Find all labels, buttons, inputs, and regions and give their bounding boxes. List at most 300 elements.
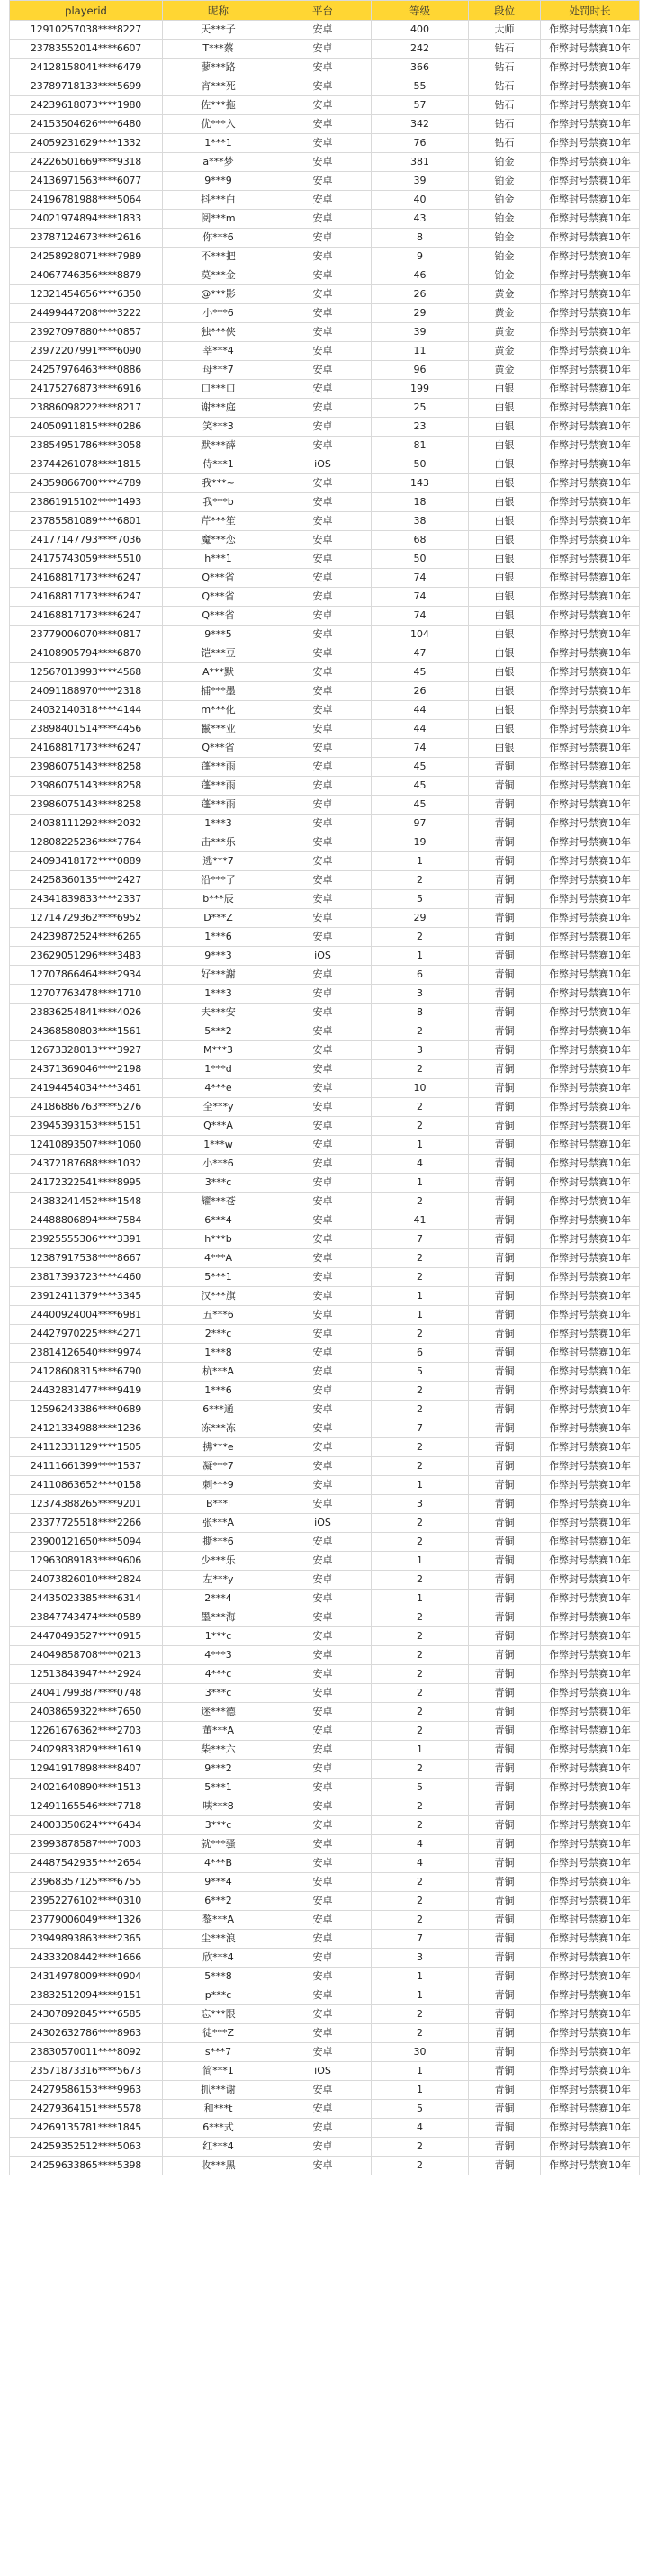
cell-nickname[interactable]: 咦***8 bbox=[163, 1797, 274, 1816]
table-row[interactable] bbox=[10, 2157, 640, 2175]
cell-nickname[interactable]: 4***e bbox=[163, 1079, 274, 1098]
cell-platform[interactable]: iOS bbox=[274, 1514, 372, 1533]
cell-nickname[interactable]: 1***6 bbox=[163, 1382, 274, 1401]
cell-platform[interactable]: 安卓 bbox=[274, 2024, 372, 2043]
cell-playerid[interactable]: 12261676362****2703 bbox=[10, 1722, 163, 1741]
table-row[interactable] bbox=[10, 1249, 640, 1268]
cell-playerid[interactable]: 23945393153****5151 bbox=[10, 1117, 163, 1136]
table-row[interactable] bbox=[10, 1779, 640, 1797]
cell-level[interactable]: 40 bbox=[372, 191, 469, 210]
cell-nickname[interactable]: 抖***白 bbox=[163, 191, 274, 210]
cell-rank[interactable]: 青铜 bbox=[469, 1571, 541, 1590]
cell-rank[interactable]: 白银 bbox=[469, 493, 541, 512]
cell-platform[interactable]: 安卓 bbox=[274, 191, 372, 210]
cell-platform[interactable]: 安卓 bbox=[274, 266, 372, 285]
cell-rank[interactable]: 青铜 bbox=[469, 2157, 541, 2175]
cell-penalty[interactable]: 作弊封号禁赛10年 bbox=[541, 833, 640, 852]
cell-penalty[interactable]: 作弊封号禁赛10年 bbox=[541, 1930, 640, 1949]
cell-playerid[interactable]: 23785581089****6801 bbox=[10, 512, 163, 531]
table-row[interactable] bbox=[10, 928, 640, 947]
cell-rank[interactable]: 白银 bbox=[469, 739, 541, 758]
cell-platform[interactable]: 安卓 bbox=[274, 909, 372, 928]
cell-level[interactable]: 1 bbox=[372, 947, 469, 966]
cell-rank[interactable]: 黄金 bbox=[469, 323, 541, 342]
cell-penalty[interactable]: 作弊封号禁赛10年 bbox=[541, 1533, 640, 1552]
cell-level[interactable]: 381 bbox=[372, 153, 469, 172]
cell-penalty[interactable]: 作弊封号禁赛10年 bbox=[541, 1117, 640, 1136]
cell-nickname[interactable]: 口***口 bbox=[163, 380, 274, 399]
cell-playerid[interactable]: 12963089183****9606 bbox=[10, 1552, 163, 1571]
table-row[interactable] bbox=[10, 2138, 640, 2157]
cell-penalty[interactable]: 作弊封号禁赛10年 bbox=[541, 947, 640, 966]
cell-rank[interactable]: 青铜 bbox=[469, 1457, 541, 1476]
cell-platform[interactable]: 安卓 bbox=[274, 437, 372, 455]
cell-rank[interactable]: 钻石 bbox=[469, 96, 541, 115]
cell-penalty[interactable]: 作弊封号禁赛10年 bbox=[541, 380, 640, 399]
table-row[interactable] bbox=[10, 1230, 640, 1249]
cell-playerid[interactable]: 24427970225****4271 bbox=[10, 1325, 163, 1344]
cell-penalty[interactable]: 作弊封号禁赛10年 bbox=[541, 1344, 640, 1363]
cell-nickname[interactable]: 铠***豆 bbox=[163, 644, 274, 663]
cell-penalty[interactable]: 作弊封号禁赛10年 bbox=[541, 739, 640, 758]
cell-penalty[interactable]: 作弊封号禁赛10年 bbox=[541, 1779, 640, 1797]
table-row[interactable] bbox=[10, 323, 640, 342]
table-row[interactable] bbox=[10, 153, 640, 172]
table-row[interactable] bbox=[10, 1438, 640, 1457]
cell-playerid[interactable]: 24279364151****5578 bbox=[10, 2100, 163, 2119]
table-row[interactable] bbox=[10, 1060, 640, 1079]
cell-penalty[interactable]: 作弊封号禁赛10年 bbox=[541, 1646, 640, 1665]
cell-playerid[interactable]: 24470493527****0915 bbox=[10, 1627, 163, 1646]
table-row[interactable] bbox=[10, 852, 640, 871]
cell-rank[interactable]: 青铜 bbox=[469, 1646, 541, 1665]
cell-penalty[interactable]: 作弊封号禁赛10年 bbox=[541, 1703, 640, 1722]
cell-platform[interactable]: 安卓 bbox=[274, 1211, 372, 1230]
table-row[interactable] bbox=[10, 474, 640, 493]
cell-penalty[interactable]: 作弊封号禁赛10年 bbox=[541, 399, 640, 418]
cell-level[interactable]: 2 bbox=[372, 1060, 469, 1079]
cell-platform[interactable]: 安卓 bbox=[274, 1098, 372, 1117]
cell-platform[interactable]: iOS bbox=[274, 947, 372, 966]
cell-level[interactable]: 76 bbox=[372, 134, 469, 153]
cell-rank[interactable]: 青铜 bbox=[469, 1344, 541, 1363]
cell-level[interactable]: 2 bbox=[372, 1665, 469, 1684]
cell-penalty[interactable]: 作弊封号禁赛10年 bbox=[541, 1722, 640, 1741]
cell-rank[interactable]: 青铜 bbox=[469, 833, 541, 852]
table-row[interactable] bbox=[10, 248, 640, 266]
cell-playerid[interactable]: 24226501669****9318 bbox=[10, 153, 163, 172]
cell-level[interactable]: 23 bbox=[372, 418, 469, 437]
table-row[interactable] bbox=[10, 607, 640, 626]
cell-penalty[interactable]: 作弊封号禁赛10年 bbox=[541, 248, 640, 266]
table-row[interactable] bbox=[10, 2062, 640, 2081]
cell-platform[interactable]: 安卓 bbox=[274, 928, 372, 947]
cell-platform[interactable]: 安卓 bbox=[274, 796, 372, 815]
cell-penalty[interactable]: 作弊封号禁赛10年 bbox=[541, 1060, 640, 1079]
cell-penalty[interactable]: 作弊封号禁赛10年 bbox=[541, 1022, 640, 1041]
cell-platform[interactable]: 安卓 bbox=[274, 1968, 372, 1986]
cell-penalty[interactable]: 作弊封号禁赛10年 bbox=[541, 1741, 640, 1760]
cell-playerid[interactable]: 12707763478****1710 bbox=[10, 985, 163, 1004]
cell-rank[interactable]: 青铜 bbox=[469, 1098, 541, 1117]
cell-nickname[interactable]: 张***A bbox=[163, 1514, 274, 1533]
cell-nickname[interactable]: 谢***庭 bbox=[163, 399, 274, 418]
cell-level[interactable]: 2 bbox=[372, 871, 469, 890]
cell-playerid[interactable]: 12714729362****6952 bbox=[10, 909, 163, 928]
cell-level[interactable]: 74 bbox=[372, 569, 469, 588]
table-row[interactable] bbox=[10, 191, 640, 210]
cell-rank[interactable]: 青铜 bbox=[469, 2062, 541, 2081]
cell-platform[interactable]: iOS bbox=[274, 455, 372, 474]
cell-nickname[interactable]: 天***子 bbox=[163, 21, 274, 40]
cell-platform[interactable]: 安卓 bbox=[274, 304, 372, 323]
table-row[interactable] bbox=[10, 890, 640, 909]
cell-playerid[interactable]: 24111661399****1537 bbox=[10, 1457, 163, 1476]
cell-nickname[interactable]: 我***~ bbox=[163, 474, 274, 493]
cell-nickname[interactable]: 3***c bbox=[163, 1816, 274, 1835]
header-penalty-duration[interactable]: 处罚时长 bbox=[541, 1, 640, 21]
cell-level[interactable]: 2 bbox=[372, 1873, 469, 1892]
cell-platform[interactable]: 安卓 bbox=[274, 40, 372, 59]
cell-playerid[interactable]: 24400924004****6981 bbox=[10, 1306, 163, 1325]
header-level[interactable]: 等级 bbox=[372, 1, 469, 21]
cell-nickname[interactable]: 汉***旗 bbox=[163, 1287, 274, 1306]
cell-penalty[interactable]: 作弊封号禁赛10年 bbox=[541, 1230, 640, 1249]
cell-rank[interactable]: 青铜 bbox=[469, 796, 541, 815]
cell-playerid[interactable]: 23779006070****0817 bbox=[10, 626, 163, 644]
header-platform[interactable]: 平台 bbox=[274, 1, 372, 21]
cell-playerid[interactable]: 24168817173****6247 bbox=[10, 588, 163, 607]
cell-rank[interactable]: 青铜 bbox=[469, 1363, 541, 1382]
table-row[interactable] bbox=[10, 134, 640, 153]
cell-rank[interactable]: 青铜 bbox=[469, 2005, 541, 2024]
cell-level[interactable]: 2 bbox=[372, 2005, 469, 2024]
cell-level[interactable]: 1 bbox=[372, 1590, 469, 1608]
cell-level[interactable]: 1 bbox=[372, 1306, 469, 1325]
cell-level[interactable]: 2 bbox=[372, 1022, 469, 1041]
cell-penalty[interactable]: 作弊封号禁赛10年 bbox=[541, 607, 640, 626]
cell-level[interactable]: 2 bbox=[372, 2024, 469, 2043]
cell-nickname[interactable]: b***辰 bbox=[163, 890, 274, 909]
table-row[interactable] bbox=[10, 966, 640, 985]
cell-platform[interactable]: 安卓 bbox=[274, 1892, 372, 1911]
cell-nickname[interactable]: 鬣***业 bbox=[163, 720, 274, 739]
cell-nickname[interactable]: Q***A bbox=[163, 1117, 274, 1136]
cell-platform[interactable]: 安卓 bbox=[274, 1930, 372, 1949]
cell-nickname[interactable]: 我***b bbox=[163, 493, 274, 512]
cell-level[interactable]: 4 bbox=[372, 2119, 469, 2138]
cell-nickname[interactable]: 捕***墨 bbox=[163, 682, 274, 701]
cell-platform[interactable]: 安卓 bbox=[274, 833, 372, 852]
cell-platform[interactable]: 安卓 bbox=[274, 1533, 372, 1552]
cell-rank[interactable]: 黄金 bbox=[469, 361, 541, 380]
cell-playerid[interactable]: 24302632786****8963 bbox=[10, 2024, 163, 2043]
cell-nickname[interactable]: 徒***Z bbox=[163, 2024, 274, 2043]
table-row[interactable] bbox=[10, 626, 640, 644]
table-row[interactable] bbox=[10, 1722, 640, 1741]
cell-playerid[interactable]: 23789718133****5699 bbox=[10, 77, 163, 96]
cell-level[interactable]: 81 bbox=[372, 437, 469, 455]
cell-penalty[interactable]: 作弊封号禁赛10年 bbox=[541, 210, 640, 229]
cell-penalty[interactable]: 作弊封号禁赛10年 bbox=[541, 1438, 640, 1457]
header-playerid[interactable]: playerid bbox=[10, 1, 163, 21]
cell-playerid[interactable]: 24186886763****5276 bbox=[10, 1098, 163, 1117]
cell-rank[interactable]: 大师 bbox=[469, 21, 541, 40]
cell-platform[interactable]: 安卓 bbox=[274, 21, 372, 40]
cell-penalty[interactable]: 作弊封号禁赛10年 bbox=[541, 966, 640, 985]
cell-level[interactable]: 1 bbox=[372, 1741, 469, 1760]
cell-platform[interactable]: 安卓 bbox=[274, 285, 372, 304]
cell-playerid[interactable]: 24029833829****1619 bbox=[10, 1741, 163, 1760]
table-row[interactable] bbox=[10, 229, 640, 248]
cell-platform[interactable]: 安卓 bbox=[274, 1287, 372, 1306]
cell-level[interactable]: 5 bbox=[372, 890, 469, 909]
cell-level[interactable]: 2 bbox=[372, 1627, 469, 1646]
cell-penalty[interactable]: 作弊封号禁赛10年 bbox=[541, 1306, 640, 1325]
cell-penalty[interactable]: 作弊封号禁赛10年 bbox=[541, 909, 640, 928]
cell-platform[interactable]: 安卓 bbox=[274, 1703, 372, 1722]
header-rank[interactable]: 段位 bbox=[469, 1, 541, 21]
cell-nickname[interactable]: 忘***限 bbox=[163, 2005, 274, 2024]
cell-level[interactable]: 342 bbox=[372, 115, 469, 134]
cell-nickname[interactable]: 母***7 bbox=[163, 361, 274, 380]
cell-penalty[interactable]: 作弊封号禁赛10年 bbox=[541, 1608, 640, 1627]
cell-level[interactable]: 1 bbox=[372, 2062, 469, 2081]
cell-rank[interactable]: 青铜 bbox=[469, 909, 541, 928]
table-row[interactable] bbox=[10, 1684, 640, 1703]
cell-level[interactable]: 30 bbox=[372, 2043, 469, 2062]
cell-penalty[interactable]: 作弊封号禁赛10年 bbox=[541, 928, 640, 947]
cell-rank[interactable]: 青铜 bbox=[469, 1495, 541, 1514]
table-row[interactable] bbox=[10, 1193, 640, 1211]
cell-level[interactable]: 1 bbox=[372, 2081, 469, 2100]
table-row[interactable] bbox=[10, 418, 640, 437]
cell-playerid[interactable]: 12321454656****6350 bbox=[10, 285, 163, 304]
cell-playerid[interactable]: 24032140318****4144 bbox=[10, 701, 163, 720]
cell-level[interactable]: 400 bbox=[372, 21, 469, 40]
cell-rank[interactable]: 青铜 bbox=[469, 1287, 541, 1306]
cell-level[interactable]: 2 bbox=[372, 1438, 469, 1457]
cell-platform[interactable]: 安卓 bbox=[274, 1608, 372, 1627]
cell-playerid[interactable]: 24239872524****6265 bbox=[10, 928, 163, 947]
table-row[interactable] bbox=[10, 1665, 640, 1684]
cell-nickname[interactable]: 夫***安 bbox=[163, 1004, 274, 1022]
cell-playerid[interactable]: 23744261078****1815 bbox=[10, 455, 163, 474]
table-row[interactable] bbox=[10, 1022, 640, 1041]
table-row[interactable] bbox=[10, 758, 640, 777]
cell-playerid[interactable]: 23949893863****2365 bbox=[10, 1930, 163, 1949]
cell-level[interactable]: 8 bbox=[372, 1004, 469, 1022]
cell-playerid[interactable]: 24194454034****3461 bbox=[10, 1079, 163, 1098]
cell-level[interactable]: 38 bbox=[372, 512, 469, 531]
header-nickname[interactable]: 昵称 bbox=[163, 1, 274, 21]
cell-playerid[interactable]: 24432831477****9419 bbox=[10, 1382, 163, 1401]
cell-playerid[interactable]: 24279586153****9963 bbox=[10, 2081, 163, 2100]
cell-penalty[interactable]: 作弊封号禁赛10年 bbox=[541, 550, 640, 569]
cell-playerid[interactable]: 23912411379****3345 bbox=[10, 1287, 163, 1306]
cell-platform[interactable]: 安卓 bbox=[274, 1665, 372, 1684]
cell-playerid[interactable]: 24073826010****2824 bbox=[10, 1571, 163, 1590]
cell-platform[interactable]: 安卓 bbox=[274, 399, 372, 418]
table-row[interactable] bbox=[10, 701, 640, 720]
cell-level[interactable]: 2 bbox=[372, 1533, 469, 1552]
cell-playerid[interactable]: 23847743474****0589 bbox=[10, 1608, 163, 1627]
cell-penalty[interactable]: 作弊封号禁赛10年 bbox=[541, 1041, 640, 1060]
cell-playerid[interactable]: 24259633865****5398 bbox=[10, 2157, 163, 2175]
cell-playerid[interactable]: 24307892845****6585 bbox=[10, 2005, 163, 2024]
cell-level[interactable]: 242 bbox=[372, 40, 469, 59]
cell-nickname[interactable]: 6***式 bbox=[163, 2119, 274, 2138]
cell-rank[interactable]: 青铜 bbox=[469, 1968, 541, 1986]
cell-penalty[interactable]: 作弊封号禁赛10年 bbox=[541, 1457, 640, 1476]
cell-rank[interactable]: 青铜 bbox=[469, 852, 541, 871]
table-row[interactable] bbox=[10, 588, 640, 607]
table-row[interactable] bbox=[10, 1873, 640, 1892]
cell-playerid[interactable]: 24049858708****0213 bbox=[10, 1646, 163, 1665]
cell-rank[interactable]: 青铜 bbox=[469, 1079, 541, 1098]
cell-level[interactable]: 26 bbox=[372, 285, 469, 304]
cell-level[interactable]: 2 bbox=[372, 1722, 469, 1741]
cell-platform[interactable]: 安卓 bbox=[274, 1193, 372, 1211]
cell-nickname[interactable]: 1***8 bbox=[163, 1344, 274, 1363]
cell-playerid[interactable]: 23830570011****8092 bbox=[10, 2043, 163, 2062]
cell-level[interactable]: 45 bbox=[372, 663, 469, 682]
cell-nickname[interactable]: 9***9 bbox=[163, 172, 274, 191]
cell-level[interactable]: 2 bbox=[372, 928, 469, 947]
cell-rank[interactable]: 钻石 bbox=[469, 59, 541, 77]
cell-nickname[interactable]: 逃***7 bbox=[163, 852, 274, 871]
cell-platform[interactable]: 安卓 bbox=[274, 607, 372, 626]
cell-rank[interactable]: 青铜 bbox=[469, 1684, 541, 1703]
cell-nickname[interactable]: p***c bbox=[163, 1986, 274, 2005]
table-row[interactable] bbox=[10, 1608, 640, 1627]
cell-level[interactable]: 2 bbox=[372, 1249, 469, 1268]
cell-nickname[interactable]: 蓬***雨 bbox=[163, 758, 274, 777]
cell-penalty[interactable]: 作弊封号禁赛10年 bbox=[541, 626, 640, 644]
cell-nickname[interactable]: 柴***六 bbox=[163, 1741, 274, 1760]
cell-penalty[interactable]: 作弊封号禁赛10年 bbox=[541, 1514, 640, 1533]
cell-rank[interactable]: 钻石 bbox=[469, 77, 541, 96]
cell-penalty[interactable]: 作弊封号禁赛10年 bbox=[541, 1401, 640, 1419]
cell-platform[interactable]: 安卓 bbox=[274, 682, 372, 701]
cell-penalty[interactable]: 作弊封号禁赛10年 bbox=[541, 2100, 640, 2119]
cell-playerid[interactable]: 24487542935****2654 bbox=[10, 1854, 163, 1873]
cell-rank[interactable]: 青铜 bbox=[469, 1174, 541, 1193]
cell-level[interactable]: 2 bbox=[372, 2157, 469, 2175]
cell-rank[interactable]: 青铜 bbox=[469, 1136, 541, 1155]
table-row[interactable] bbox=[10, 1854, 640, 1873]
cell-playerid[interactable]: 24239618073****1980 bbox=[10, 96, 163, 115]
cell-nickname[interactable]: Q***省 bbox=[163, 569, 274, 588]
cell-platform[interactable]: 安卓 bbox=[274, 1230, 372, 1249]
cell-platform[interactable]: 安卓 bbox=[274, 1797, 372, 1816]
cell-rank[interactable]: 青铜 bbox=[469, 1986, 541, 2005]
table-row[interactable] bbox=[10, 1986, 640, 2005]
cell-nickname[interactable]: D***Z bbox=[163, 909, 274, 928]
table-row[interactable] bbox=[10, 399, 640, 418]
cell-nickname[interactable]: 1***d bbox=[163, 1060, 274, 1079]
cell-rank[interactable]: 铂金 bbox=[469, 153, 541, 172]
cell-level[interactable]: 1 bbox=[372, 1476, 469, 1495]
cell-rank[interactable]: 青铜 bbox=[469, 1438, 541, 1457]
cell-rank[interactable]: 青铜 bbox=[469, 2043, 541, 2062]
cell-nickname[interactable]: 欣***4 bbox=[163, 1949, 274, 1968]
table-row[interactable] bbox=[10, 1835, 640, 1854]
cell-platform[interactable]: 安卓 bbox=[274, 1476, 372, 1495]
cell-platform[interactable]: 安卓 bbox=[274, 1816, 372, 1835]
table-row[interactable] bbox=[10, 2119, 640, 2138]
table-row[interactable] bbox=[10, 1401, 640, 1419]
cell-rank[interactable]: 铂金 bbox=[469, 248, 541, 266]
table-row[interactable] bbox=[10, 1476, 640, 1495]
cell-penalty[interactable]: 作弊封号禁赛10年 bbox=[541, 1552, 640, 1571]
cell-rank[interactable]: 铂金 bbox=[469, 191, 541, 210]
cell-rank[interactable]: 青铜 bbox=[469, 1117, 541, 1136]
cell-playerid[interactable]: 24121334988****1236 bbox=[10, 1419, 163, 1438]
cell-nickname[interactable]: s***7 bbox=[163, 2043, 274, 2062]
cell-platform[interactable]: 安卓 bbox=[274, 569, 372, 588]
table-row[interactable] bbox=[10, 871, 640, 890]
cell-nickname[interactable]: 笑***3 bbox=[163, 418, 274, 437]
cell-playerid[interactable]: 24168817173****6247 bbox=[10, 607, 163, 626]
cell-platform[interactable]: 安卓 bbox=[274, 2157, 372, 2175]
table-row[interactable] bbox=[10, 1892, 640, 1911]
cell-platform[interactable]: 安卓 bbox=[274, 1590, 372, 1608]
cell-nickname[interactable]: h***b bbox=[163, 1230, 274, 1249]
cell-nickname[interactable]: 5***2 bbox=[163, 1022, 274, 1041]
cell-playerid[interactable]: 24177147793****7036 bbox=[10, 531, 163, 550]
cell-nickname[interactable]: 黎***A bbox=[163, 1911, 274, 1930]
cell-level[interactable]: 44 bbox=[372, 701, 469, 720]
table-row[interactable] bbox=[10, 720, 640, 739]
table-row[interactable] bbox=[10, 2081, 640, 2100]
table-row[interactable] bbox=[10, 1968, 640, 1986]
cell-nickname[interactable]: 魔***恋 bbox=[163, 531, 274, 550]
cell-playerid[interactable]: 24371369046****2198 bbox=[10, 1060, 163, 1079]
table-row[interactable] bbox=[10, 1268, 640, 1287]
table-row[interactable] bbox=[10, 833, 640, 852]
cell-level[interactable]: 2 bbox=[372, 1514, 469, 1533]
table-row[interactable] bbox=[10, 266, 640, 285]
cell-penalty[interactable]: 作弊封号禁赛10年 bbox=[541, 115, 640, 134]
cell-level[interactable]: 8 bbox=[372, 229, 469, 248]
cell-playerid[interactable]: 24368580803****1561 bbox=[10, 1022, 163, 1041]
table-row[interactable] bbox=[10, 1004, 640, 1022]
cell-playerid[interactable]: 23927097880****0857 bbox=[10, 323, 163, 342]
cell-level[interactable]: 45 bbox=[372, 777, 469, 796]
cell-level[interactable]: 41 bbox=[372, 1211, 469, 1230]
cell-nickname[interactable]: 独***侠 bbox=[163, 323, 274, 342]
cell-playerid[interactable]: 24435023385****6314 bbox=[10, 1590, 163, 1608]
table-row[interactable] bbox=[10, 1930, 640, 1949]
cell-playerid[interactable]: 12596243386****0689 bbox=[10, 1401, 163, 1419]
cell-platform[interactable]: 安卓 bbox=[274, 1363, 372, 1382]
table-row[interactable] bbox=[10, 1041, 640, 1060]
cell-penalty[interactable]: 作弊封号禁赛10年 bbox=[541, 96, 640, 115]
cell-rank[interactable]: 青铜 bbox=[469, 1419, 541, 1438]
cell-platform[interactable]: 安卓 bbox=[274, 739, 372, 758]
cell-nickname[interactable]: 5***8 bbox=[163, 1968, 274, 1986]
table-row[interactable] bbox=[10, 1533, 640, 1552]
cell-platform[interactable]: 安卓 bbox=[274, 2138, 372, 2157]
cell-nickname[interactable]: 墨***海 bbox=[163, 1608, 274, 1627]
cell-nickname[interactable]: 6***2 bbox=[163, 1892, 274, 1911]
cell-penalty[interactable]: 作弊封号禁赛10年 bbox=[541, 663, 640, 682]
table-row[interactable] bbox=[10, 2024, 640, 2043]
cell-nickname[interactable]: 莘***4 bbox=[163, 342, 274, 361]
cell-level[interactable]: 4 bbox=[372, 1854, 469, 1873]
cell-playerid[interactable]: 24050911815****0286 bbox=[10, 418, 163, 437]
